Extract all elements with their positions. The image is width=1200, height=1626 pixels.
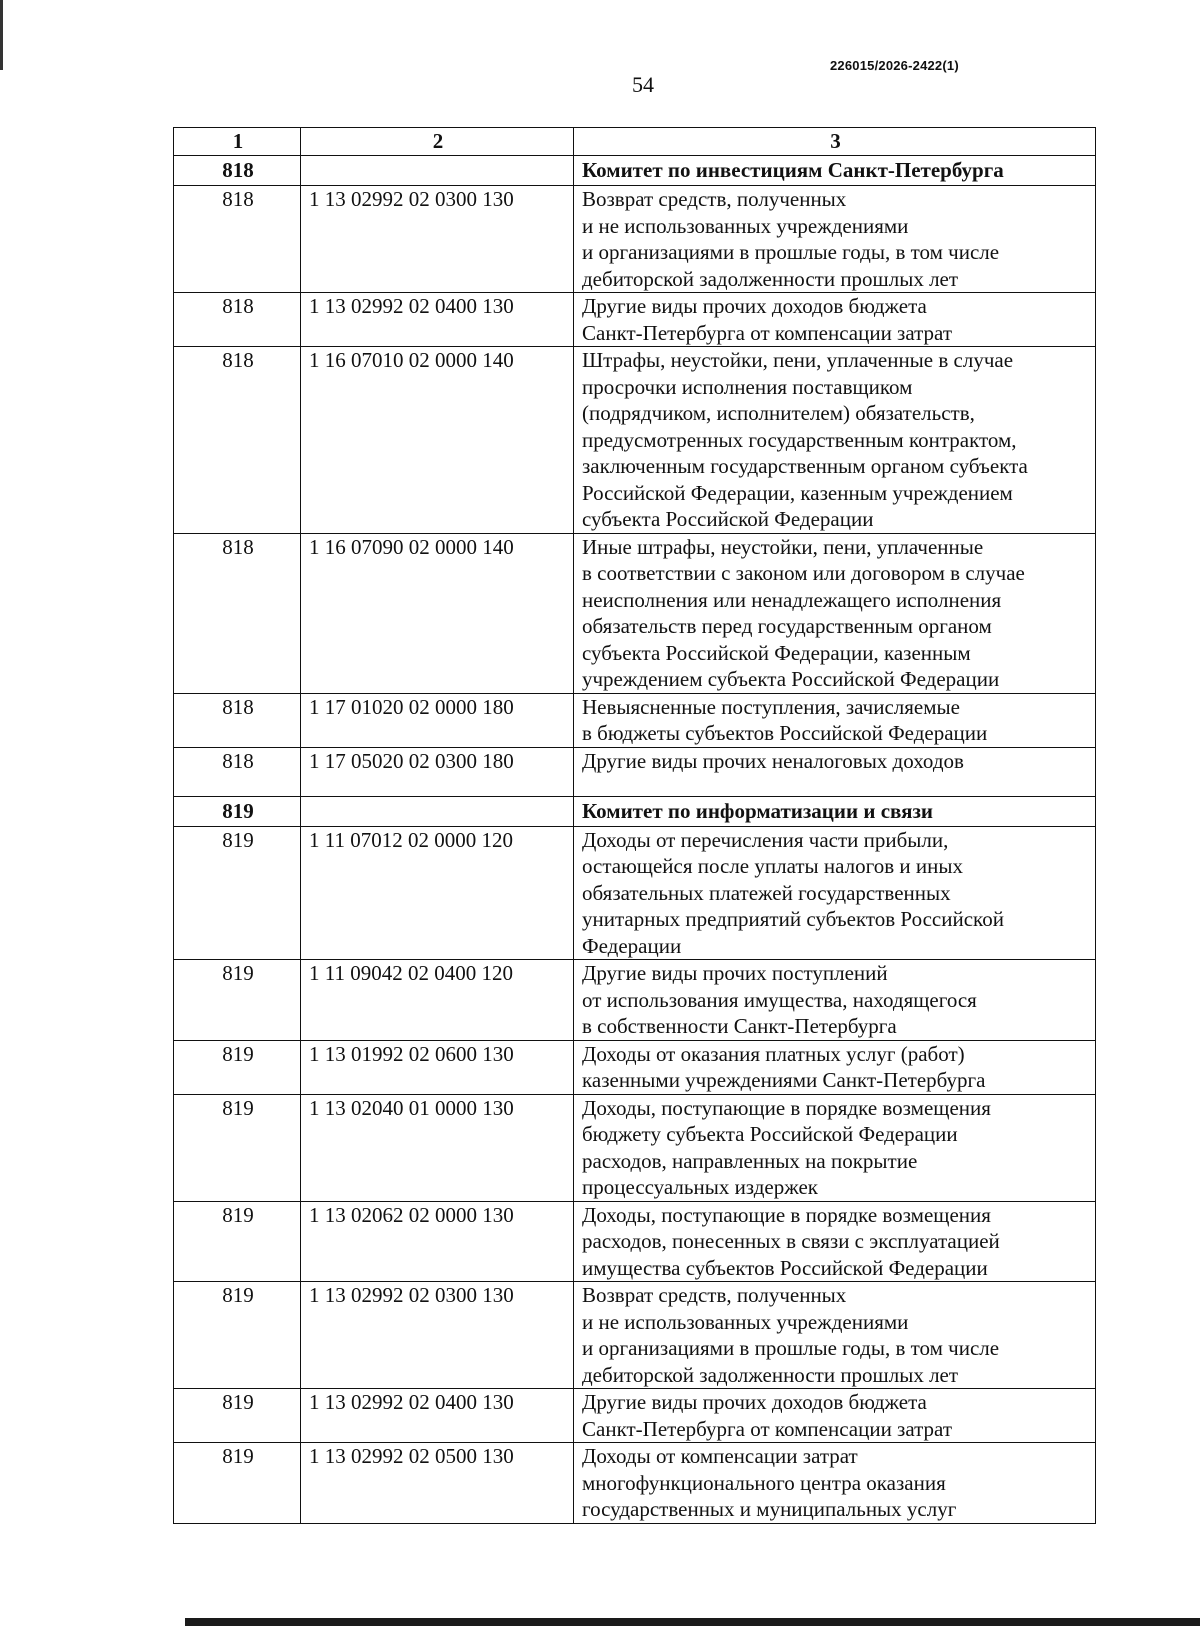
- document-registration-code: 226015/2026-2422(1): [830, 58, 959, 73]
- budget-code-cell: 1 13 02992 02 0400 130: [301, 1389, 574, 1443]
- description-cell: [574, 1094, 1096, 1201]
- description-line: и не использованных учреждениями: [582, 213, 909, 238]
- table-row: [174, 1040, 1096, 1094]
- admin-code-cell: 819: [174, 826, 301, 960]
- description-cell: [574, 747, 1096, 796]
- description-line: от использования имущества, находящегося: [582, 987, 977, 1012]
- column-header-1: 1: [174, 128, 301, 156]
- budget-code-cell: 1 13 02992 02 0300 130: [301, 186, 574, 293]
- description-line: и организациями в прошлые годы, в том числе: [582, 1336, 1000, 1360]
- admin-code-cell: 819: [174, 1094, 301, 1201]
- description-line: Доходы от компенсации затрат: [582, 1444, 858, 1468]
- table-row: [174, 747, 1096, 796]
- description-line: Российской Федерации, казенным учреждением: [582, 480, 1013, 505]
- description-line: Доходы от перечисления части прибыли,: [582, 827, 949, 852]
- description-cell: [574, 960, 1096, 1041]
- admin-code-cell: 818: [174, 747, 301, 796]
- description-line: и не использованных учреждениями: [582, 1309, 909, 1334]
- budget-code-cell: 1 13 02062 02 0000 130: [301, 1201, 574, 1282]
- table-row: [174, 826, 1096, 960]
- budget-code-cell: 1 17 05020 02 0300 180: [301, 747, 574, 796]
- description-cell: [574, 1040, 1096, 1094]
- description-line: дебиторской задолженности прошлых лет: [582, 266, 959, 291]
- description-line: Другие виды прочих доходов бюджета: [582, 294, 927, 318]
- admin-code-cell: 819: [174, 960, 301, 1041]
- table-row: [174, 693, 1096, 747]
- description-cell: [574, 1389, 1096, 1443]
- description-line: остающейся после уплаты налогов и иных: [582, 854, 963, 878]
- admin-code-cell: 819: [174, 1443, 301, 1524]
- table-row: [174, 1094, 1096, 1201]
- admin-code-cell: 818: [174, 293, 301, 347]
- committee-name-cell: [574, 796, 1096, 826]
- description-line: Санкт-Петербурга от компенсации затрат: [582, 1416, 953, 1441]
- description-line: бюджету субъекта Российской Федерации: [582, 1122, 958, 1146]
- description-line: заключенным государственным органом субъекта: [582, 454, 1028, 478]
- description-line: Возврат средств, полученных: [582, 187, 847, 211]
- admin-code-cell: 818: [174, 533, 301, 693]
- description-line: казенными учреждениями Санкт-Петербурга: [582, 1068, 986, 1092]
- description-line: (подрядчиком, исполнителем) обязательств,: [582, 401, 975, 425]
- description-line: просрочки исполнения поставщиком: [582, 374, 913, 399]
- budget-code-cell: 1 13 01992 02 0600 130: [301, 1040, 574, 1094]
- description-cell: [574, 693, 1096, 747]
- budget-code-cell: 1 11 07012 02 0000 120: [301, 826, 574, 960]
- description-cell: [574, 1443, 1096, 1524]
- budget-code-cell: 1 13 02992 02 0300 130: [301, 1282, 574, 1389]
- table-row: [174, 347, 1096, 534]
- table-row: [174, 1201, 1096, 1282]
- description-line: Доходы, поступающие в порядке возмещения: [582, 1202, 991, 1227]
- column-header-2: 2: [301, 128, 574, 156]
- description-line: расходов, направленных на покрытие: [582, 1148, 918, 1173]
- description-cell: [574, 186, 1096, 293]
- committee-name-cell: [574, 156, 1096, 186]
- description-line: в собственности Санкт-Петербурга: [582, 1014, 897, 1038]
- description-line: Доходы от оказания платных услуг (работ): [582, 1041, 965, 1066]
- table-row: [174, 1443, 1096, 1524]
- admin-code-cell: 819: [174, 796, 301, 826]
- description-line: государственных и муниципальных услуг: [582, 1497, 957, 1521]
- description-line: процессуальных издержек: [582, 1175, 818, 1199]
- description-line: учреждением субъекта Российской Федерации: [582, 667, 1000, 691]
- description-line: Федерации: [582, 933, 682, 958]
- description-line: и организациями в прошлые годы, в том числе: [582, 240, 1000, 264]
- admin-code-cell: 819: [174, 1040, 301, 1094]
- admin-code-cell: 819: [174, 1389, 301, 1443]
- description-line: в бюджеты субъектов Российской Федерации: [582, 721, 988, 745]
- budget-code-cell: 1 17 01020 02 0000 180: [301, 693, 574, 747]
- table-body: [174, 156, 1096, 1524]
- description-line: в соответствии с законом или договором в случае: [582, 561, 1025, 585]
- budget-code-cell: 1 16 07090 02 0000 140: [301, 533, 574, 693]
- description-line: унитарных предприятий субъектов Российской: [582, 907, 1004, 931]
- description-line: обязательных платежей государственных: [582, 880, 951, 905]
- admin-code-cell: 818: [174, 156, 301, 186]
- admin-code-cell: 819: [174, 1201, 301, 1282]
- description-cell: [574, 293, 1096, 347]
- description-line: многофункционального центра оказания: [582, 1470, 946, 1495]
- description-cell: [574, 826, 1096, 960]
- description-line: неисполнения или ненадлежащего исполнения: [582, 587, 1002, 612]
- description-line: Иные штрафы, неустойки, пени, уплаченные: [582, 534, 984, 559]
- scan-edge-bottom: [185, 1618, 1200, 1626]
- budget-code-cell: 1 16 07010 02 0000 140: [301, 347, 574, 534]
- description-line: Невыясненные поступления, зачисляемые: [582, 694, 960, 719]
- admin-code-cell: 818: [174, 347, 301, 534]
- description-cell: [574, 1201, 1096, 1282]
- description-cell: [574, 1282, 1096, 1389]
- description-line: Комитет по информатизации и связи: [582, 798, 933, 823]
- description-line: предусмотренных государственным контрактом,: [582, 427, 1017, 452]
- description-line: Возврат средств, полученных: [582, 1283, 847, 1307]
- table-header-row: [174, 128, 1096, 156]
- admin-code-cell: 818: [174, 693, 301, 747]
- budget-code-cell: 1 13 02992 02 0500 130: [301, 1443, 574, 1524]
- description-line: дебиторской задолженности прошлых лет: [582, 1362, 959, 1387]
- table-row: [174, 533, 1096, 693]
- description-line: обязательств перед государственным органом: [582, 614, 992, 638]
- committee-row: [174, 796, 1096, 826]
- table-row: [174, 1389, 1096, 1443]
- revenue-classification-table: [173, 127, 1096, 1524]
- admin-code-cell: 819: [174, 1282, 301, 1389]
- admin-code-cell: 818: [174, 186, 301, 293]
- budget-code-cell: 1 11 09042 02 0400 120: [301, 960, 574, 1041]
- description-line: Штрафы, неустойки, пени, уплаченные в случае: [582, 348, 1014, 372]
- table-row: [174, 1282, 1096, 1389]
- description-line: субъекта Российской Федерации, казенным: [582, 640, 971, 665]
- table-row: [174, 293, 1096, 347]
- description-line: Другие виды прочих неналоговых доходов: [582, 748, 964, 773]
- description-cell: [574, 347, 1096, 534]
- budget-code-cell: [301, 796, 574, 826]
- budget-code-cell: 1 13 02040 01 0000 130: [301, 1094, 574, 1201]
- page-number: 54: [632, 72, 654, 97]
- description-line: Санкт-Петербурга от компенсации затрат: [582, 320, 953, 345]
- description-line: Другие виды прочих доходов бюджета: [582, 1390, 927, 1414]
- description-line: Доходы, поступающие в порядке возмещения: [582, 1095, 991, 1120]
- description-cell: [574, 533, 1096, 693]
- description-line: имущества субъектов Российской Федерации: [582, 1255, 988, 1280]
- scan-edge-mark: [0, 0, 3, 70]
- committee-row: [174, 156, 1096, 186]
- column-header-3: 3: [574, 128, 1096, 156]
- budget-code-cell: [301, 156, 574, 186]
- table-row: [174, 186, 1096, 293]
- table-row: [174, 960, 1096, 1041]
- budget-code-cell: 1 13 02992 02 0400 130: [301, 293, 574, 347]
- description-line: Комитет по инвестициям Санкт-Петербурга: [582, 158, 1004, 182]
- description-line: расходов, понесенных в связи с эксплуатацией: [582, 1229, 1000, 1253]
- description-line: Другие виды прочих поступлений: [582, 961, 888, 985]
- description-line: субъекта Российской Федерации: [582, 507, 874, 531]
